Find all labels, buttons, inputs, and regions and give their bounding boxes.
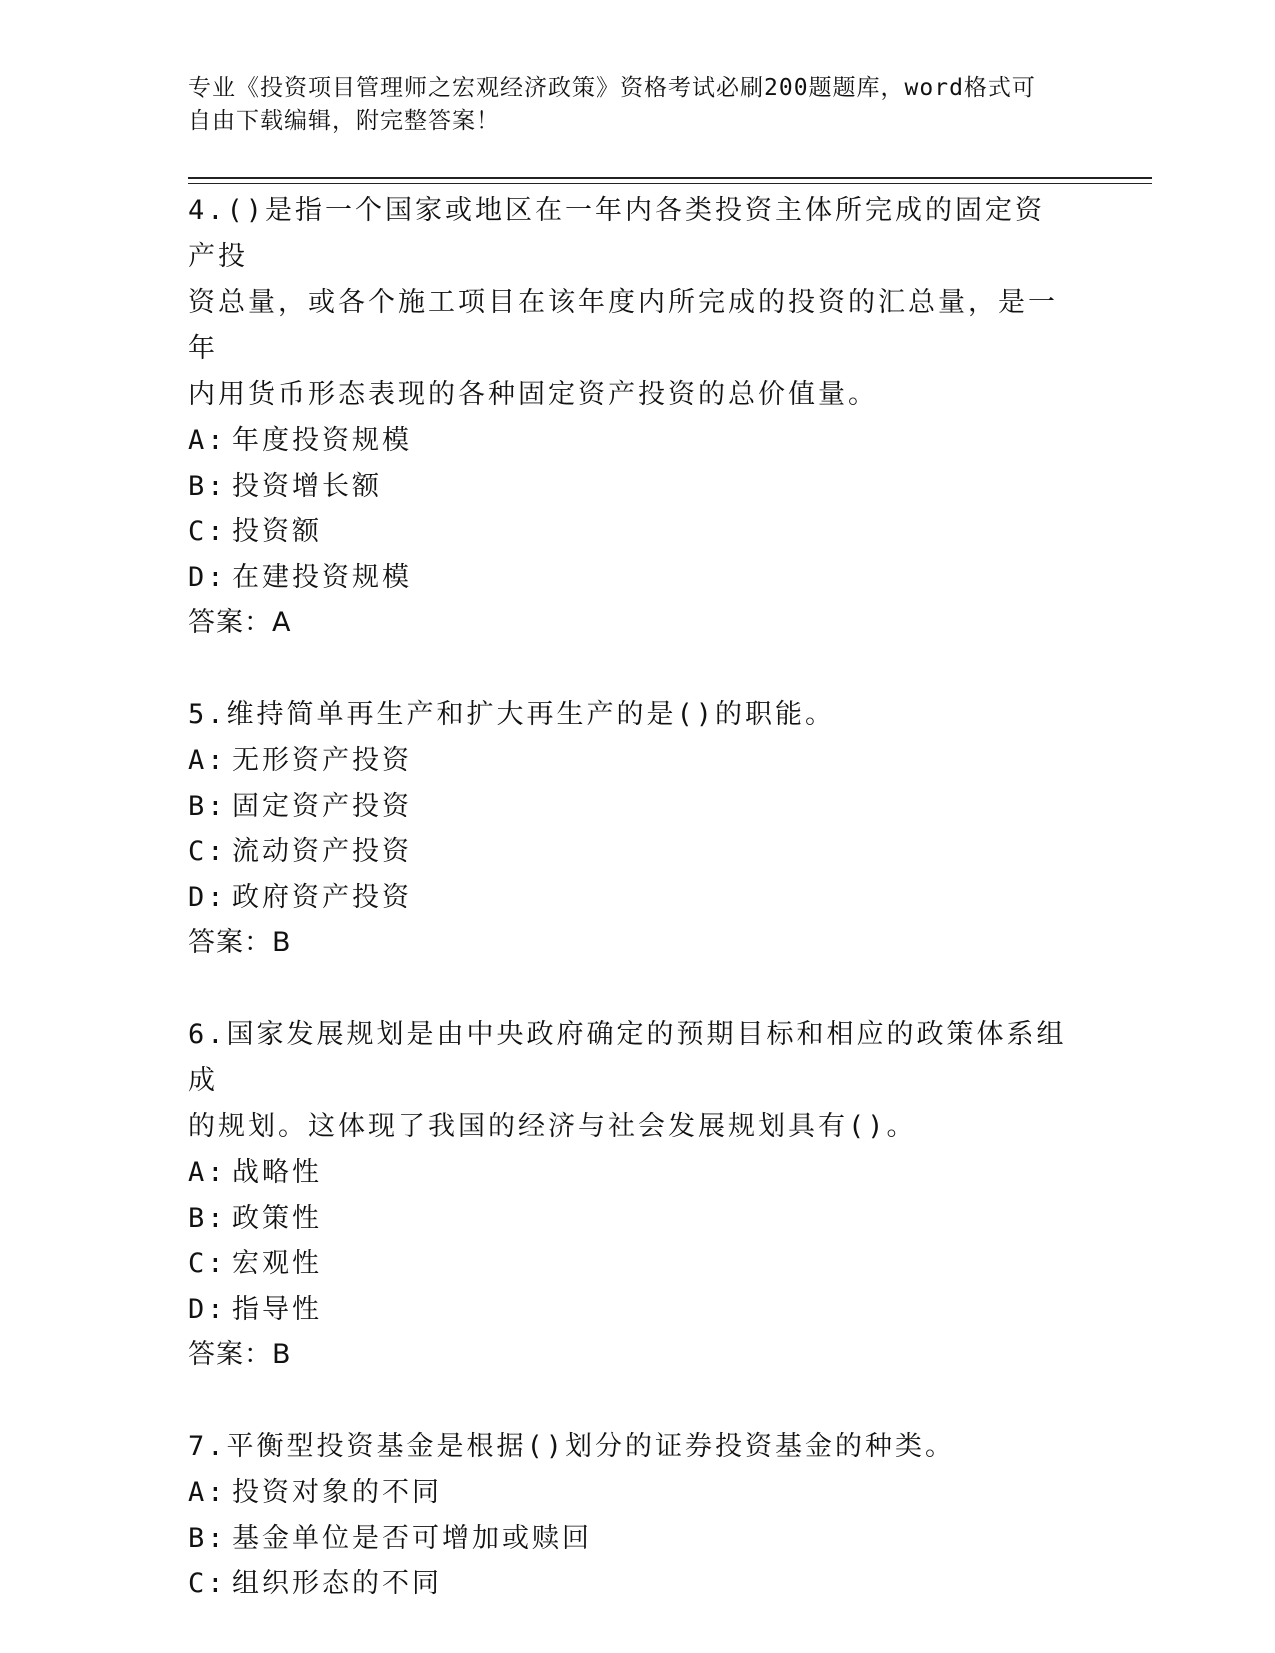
option-key: A: <box>188 1477 227 1508</box>
option-text: 无形资产投资 <box>232 745 412 776</box>
answer-option <box>188 464 1068 510</box>
option-key: C: <box>188 1568 227 1599</box>
option-key: C: <box>188 516 227 547</box>
answer-option <box>188 555 1068 601</box>
option-key: B: <box>188 1522 227 1554</box>
option-text: 基金单位是否可增加或赎回 <box>232 1522 592 1554</box>
option-key: B: <box>188 470 227 502</box>
question-stem <box>188 1424 1068 1470</box>
answer-option <box>188 1516 1068 1562</box>
option-key: D: <box>188 561 227 593</box>
answer-option <box>188 1241 1068 1287</box>
question-stem-line: 资总量，或各个施工项目在该年度内所完成的投资的汇总量，是一年 <box>188 287 1058 364</box>
option-text: 指导性 <box>232 1293 322 1325</box>
header-divider <box>188 177 1152 179</box>
option-key: A: <box>188 1157 227 1188</box>
option-text: 政府资产投资 <box>232 881 412 913</box>
question-item <box>188 1424 1068 1607</box>
answer-option <box>188 1150 1068 1196</box>
question-item <box>188 1012 1068 1378</box>
question-stem-line: 内用货币形态表现的各种固定资产投资的总价值量。 <box>188 379 878 410</box>
question-item <box>188 692 1068 966</box>
option-text: 年度投资规模 <box>232 425 412 456</box>
option-text: 固定资产投资 <box>232 790 412 822</box>
option-text: 投资对象的不同 <box>232 1477 442 1508</box>
answer-option <box>188 1561 1068 1607</box>
option-key: A: <box>188 745 227 776</box>
question-stem-line: 7.平衡型投资基金是根据()划分的证券投资基金的种类。 <box>188 1431 956 1462</box>
answer-line: 答案：A <box>188 607 292 638</box>
question-stem-line: 6.国家发展规划是由中央政府确定的预期目标和相应的政策体系组成 <box>188 1019 1067 1096</box>
question-list <box>188 188 1068 1653</box>
header-divider-thin <box>188 183 1152 184</box>
option-text: 投资额 <box>232 516 322 547</box>
question-stem-line: 5.维持简单再生产和扩大再生产的是()的职能。 <box>188 699 836 730</box>
option-key: B: <box>188 790 227 822</box>
option-text: 在建投资规模 <box>232 561 412 593</box>
option-key: C: <box>188 836 227 867</box>
answer-line: 答案：B <box>188 927 292 958</box>
answer-option <box>188 1196 1068 1242</box>
answer-option <box>188 784 1068 830</box>
option-text: 流动资产投资 <box>232 836 412 867</box>
option-text: 政策性 <box>232 1202 322 1234</box>
option-text: 组织形态的不同 <box>232 1568 442 1599</box>
answer-option <box>188 738 1068 784</box>
document-header <box>188 72 1068 138</box>
answer-option <box>188 1287 1068 1333</box>
answer-option <box>188 509 1068 555</box>
option-text: 投资增长额 <box>232 470 382 502</box>
answer-option <box>188 418 1068 464</box>
question-stem <box>188 692 1068 738</box>
header-line-2: 自由下载编辑，附完整答案！ <box>188 108 500 134</box>
option-key: A: <box>188 425 227 456</box>
answer-option <box>188 875 1068 921</box>
option-key: C: <box>188 1248 227 1279</box>
option-key: B: <box>188 1202 227 1234</box>
option-text: 宏观性 <box>232 1248 322 1279</box>
option-key: D: <box>188 881 227 913</box>
question-stem <box>188 1012 1068 1150</box>
answer-option <box>188 829 1068 875</box>
question-stem-line: 的规划。这体现了我国的经济与社会发展规划具有()。 <box>188 1111 917 1142</box>
option-key: D: <box>188 1293 227 1325</box>
option-text: 战略性 <box>232 1157 322 1188</box>
question-item <box>188 188 1068 646</box>
header-line-1: 专业《投资项目管理师之宏观经济政策》资格考试必刷200题题库，word格式可 <box>188 75 1036 101</box>
answer-option <box>188 1470 1068 1516</box>
answer-line: 答案：B <box>188 1339 292 1370</box>
question-stem <box>188 188 1068 418</box>
question-stem-line: 4.()是指一个国家或地区在一年内各类投资主体所完成的固定资产投 <box>188 195 1046 272</box>
